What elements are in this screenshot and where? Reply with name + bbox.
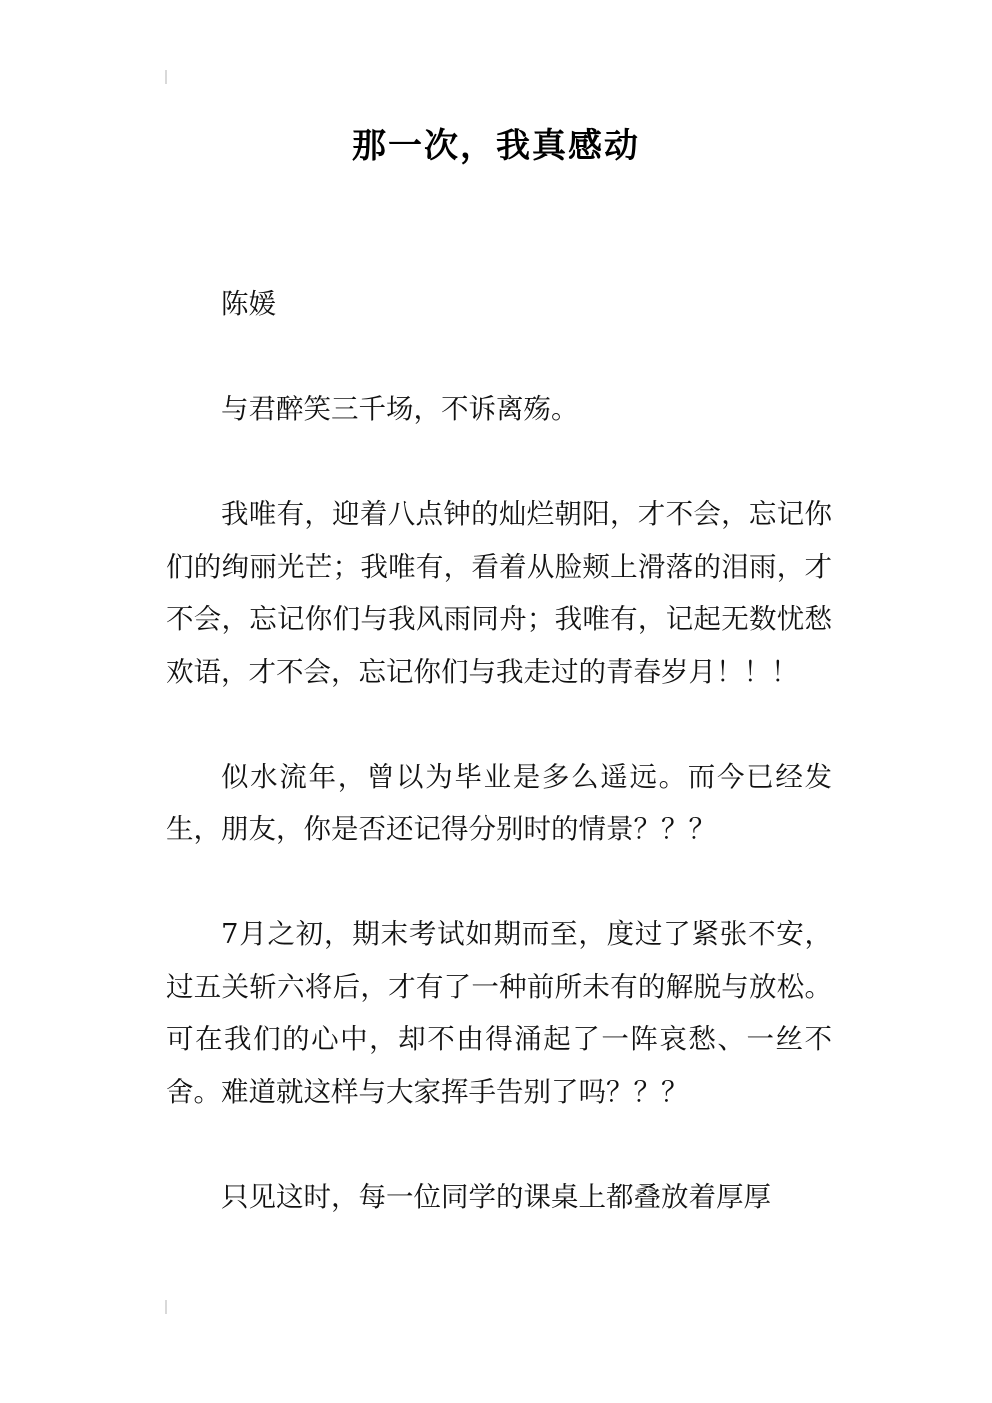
paragraph: 我唯有，迎着八点钟的灿烂朝阳，才不会，忘记你们的绚丽光芒；我唯有，看着从脸颊上滑落的泪雨，才不会，忘记你们与我风雨同舟；我唯有，记起无数忧愁欢语，才不会，忘记你们与我走过的青春岁月！！！ [166, 498, 832, 688]
document-title: 那一次，我真感动 [352, 126, 640, 166]
paragraph: 只见这时，每一位同学的课桌上都叠放着厚厚 [221, 1180, 771, 1213]
page-corner-mark-bottom [165, 1300, 167, 1314]
document-body [166, 278, 832, 1276]
author-name: 陈媛 [221, 288, 276, 320]
page-corner-mark-top [165, 70, 167, 84]
paragraph: 似水流年，曾以为毕业是多么遥远。而今已经发生，朋友，你是否还记得分别时的情景？？？ [166, 760, 832, 845]
paragraph: 与君醉笑三千场，不诉离殇。 [221, 393, 579, 425]
paragraph: 7月之初，期末考试如期而至，度过了紧张不安，过五关斩六将后，才有了一种前所未有的解脱与放松。可在我们的心中，却不由得涌起了一阵哀愁、一丝不舍。难道就这样与大家挥手告别了吗？？？ [166, 918, 832, 1108]
